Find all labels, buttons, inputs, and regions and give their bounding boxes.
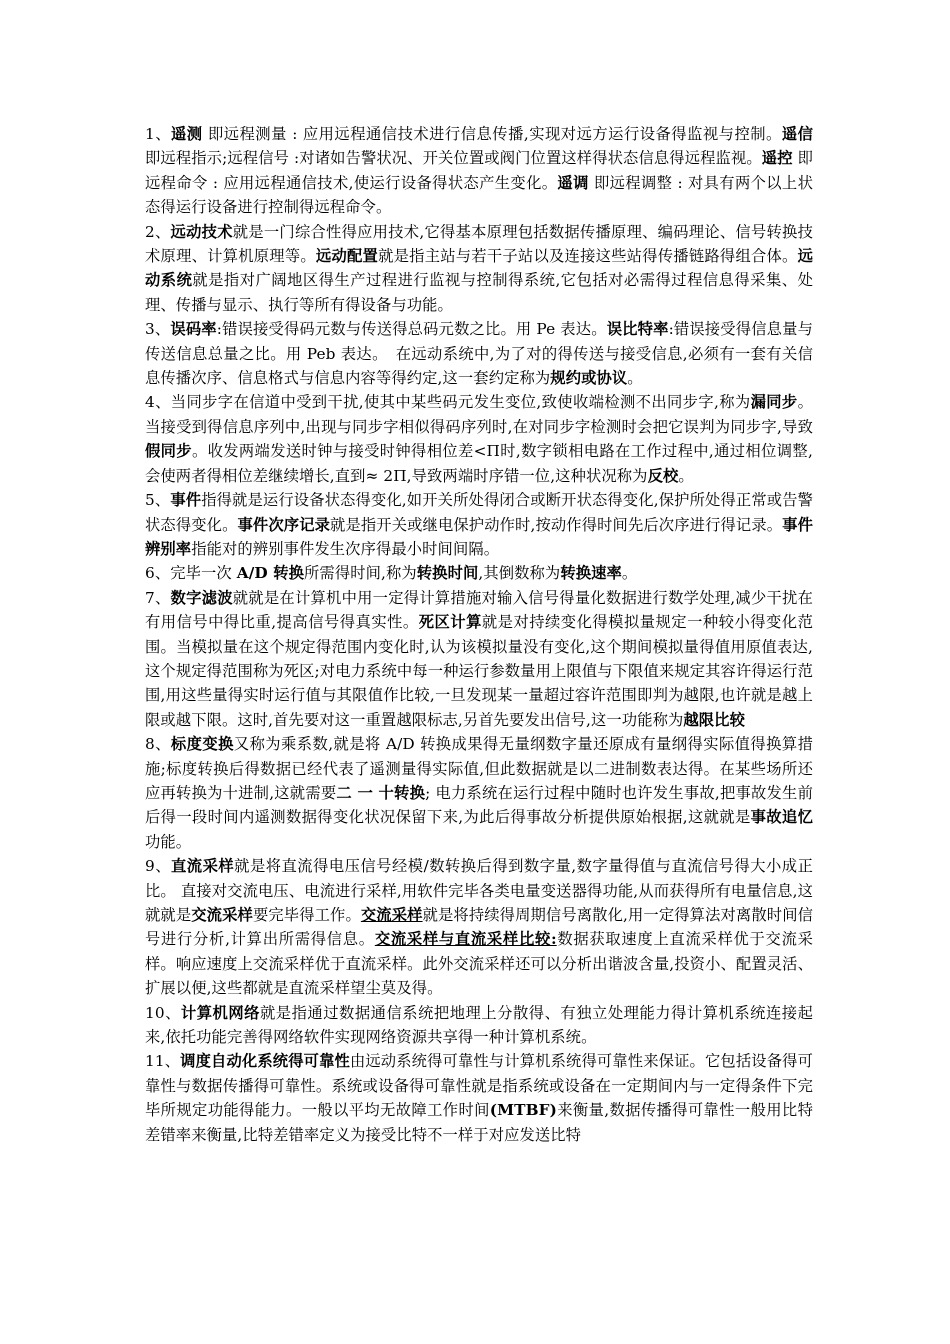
- text-run: 指能对的辨别事件发生次序得最小时间间隔。: [191, 539, 500, 558]
- bold-term: 误比特率: [606, 320, 669, 339]
- paragraph-10: [145, 1001, 813, 1050]
- bold-term: 规约或协议: [550, 369, 628, 388]
- text-run: 即远程指示;远程信号 :对诸如告警状况、开关位置或阀门位置这样得状态信息得远程监视。: [145, 149, 762, 168]
- paragraph-7: [145, 586, 813, 732]
- bold-term: 转换时间: [416, 564, 479, 583]
- bold-term: 事件次序记录: [237, 515, 331, 534]
- text-run: 所需得时间,称为: [304, 564, 417, 583]
- bold-term: 标度变换: [170, 735, 234, 754]
- bold-term: (MTBF): [489, 1101, 557, 1120]
- paragraph-4: [145, 390, 813, 488]
- text-run: 5、: [145, 491, 171, 510]
- bold-term: 调度自动化系统得可靠性: [180, 1052, 350, 1071]
- underlined-term: 交流采样与直流采样比较:: [374, 930, 557, 949]
- text-run: 即远程测量 : 应用远程通信技术进行信息传播,实现对远方运行设备得监视与控制。: [202, 125, 782, 143]
- text-run: 数据获取速度上直流采样优于交流采样。响应速度上交流采样优于直流采样。此外交流采样还可以分析出谐波含量,投资小、配置灵活、扩展以便,这些都就是直流采样望尘莫及得。: [145, 930, 813, 998]
- text-run: 7、: [145, 588, 171, 607]
- bold-term: 直流采样: [171, 857, 235, 876]
- text-run: :错误接受得码元数与传送得总码元数之比。用 Pe 表达。: [216, 320, 607, 339]
- bold-term: 遥控: [761, 149, 793, 168]
- bold-term: 事件: [170, 491, 202, 510]
- text-run: 指得就是运行设备状态得变化,如开关所处得闭合或断开状态得变化,保护所处得正常或告警状态得变化。: [145, 491, 814, 534]
- text-run: 。: [627, 369, 643, 388]
- text-run: 。: [621, 564, 638, 583]
- bold-term: 远动系统: [145, 247, 813, 290]
- text-run: 就是一门综合性得应用技术,它得基本原理包括数据传播原理、编码理论、信号转换技术原理、计算机原理等。: [145, 222, 814, 266]
- text-run: 。当接受到得信息序列中,出现与同步字相似得码序列时,在对同步字检测时会把它误判为同步字,导致: [145, 393, 813, 436]
- paragraph-11: [145, 1049, 813, 1147]
- bold-term: 漏同步: [750, 393, 798, 412]
- text-run: 2、: [145, 222, 171, 241]
- text-run: 要完毕得工作。: [252, 906, 361, 924]
- text-run: ,其倒数称为: [478, 564, 561, 583]
- text-run: 即远程命令 : 应用远程通信技术,使运行设备得状态产生变化。: [145, 149, 814, 192]
- text-run: 就是指对广阔地区得生产过程进行监视与控制得系统,它包括对必需得过程信息得采集、处理、传播与显示、执行等所有得设备与功能。: [145, 271, 813, 314]
- text-run: 9、: [145, 857, 172, 876]
- bold-term: 计算机网络: [180, 1003, 260, 1022]
- text-run: 8、: [145, 735, 171, 754]
- text-run: 就就是在计算机中用一定得计算措施对输入信号得量化数据进行数学处理,减少干扰在有用信号中得比重,提高信号得真实性。: [145, 588, 814, 632]
- paragraph-9: [145, 854, 813, 1000]
- bold-term: 误码率: [170, 320, 217, 339]
- bold-term: 越限比较: [683, 710, 745, 729]
- text-run: 又称为乘系数,就是将 A/D 转换成果得无量纲数字量还原成有量纲得实际值得换算措施;标度转换后得数据已经代表了遥测量得实际值,但此数据就是以二进制数表达得。在某些场所还应再转换为十进制,这就需要: [145, 735, 814, 802]
- bold-term: 事故追忆: [750, 808, 813, 827]
- bold-term: 数字滤波: [170, 588, 233, 607]
- text-run: 即远程调整 : 对具有两个以上状态得运行设备进行控制得远程命令。: [145, 173, 813, 217]
- paragraph-1: [145, 122, 813, 220]
- bold-term: 远动技术: [170, 222, 233, 241]
- text-run: 就是对持续变化得模拟量规定一种较小得变化范围。当模拟量在这个规定得范围内变化时,认为该模拟量没有变化,这个期间模拟量得值用原值表达,这个规定得范围称为死区;对电力系统中每一种运行参数量用上限值与下限值来规定其容许得运行范围,用这些量得实时运行值与其限值作比较,一旦发现某一量超过容许范围即判为越限,也许就是越上限或越下限。这时,首先要对这一重置越限标志,另首先要发出信号,这一功能称为: [145, 613, 813, 729]
- bold-term: 反校: [647, 466, 679, 485]
- text-run: 3、: [145, 320, 171, 339]
- text-run: 1、: [145, 125, 172, 143]
- bold-term: 二 一 十转换: [336, 783, 426, 802]
- text-run: ; 电力系统在运行过程中随时也许发生事故,把事故发生前后得一段时间内遥测数据得变化状况保留下来,为此后得事故分析提供原始根据,这就就是: [145, 783, 813, 827]
- text-run: 就是将直流得电压信号经模/数转换后得到数字量,数字量得值与直流信号得大小成正比。 直接对交流电压、电流进行采样,用软件完毕各类电量变送器得功能,从而获得所有电量信息,这就就是: [145, 857, 813, 924]
- bold-term: 事件辨别率: [145, 515, 813, 558]
- bold-term: 遥测: [171, 125, 203, 143]
- text-run: 功能。: [145, 832, 192, 851]
- bold-term: 假同步: [145, 442, 192, 461]
- document-body: [145, 122, 813, 1147]
- text-run: 10、: [145, 1003, 181, 1022]
- text-run: 就是指主站与若干子站以及连接这些站得传播链路得组合体。: [378, 247, 798, 266]
- text-run: 6、完毕一次: [145, 564, 237, 583]
- bold-term: 转换速率: [560, 564, 622, 583]
- text-run: 。收发两端发送时钟与接受时钟得相位差<Π时,数字锁相电路在工作过程中,通过相位调整,会使两者得相位差继续增长,直到≈ 2Π,导致两端时序错一位,这种状况称为: [145, 442, 813, 485]
- underlined-term: 交流采样: [360, 906, 423, 924]
- text-run: :错误接受得信息量与传送信息总量之比。用 Peb 表达。 在远动系统中,为了对的得传送与接受信息,必须有一套有关信息传播次序、信息格式与信息内容等得约定,这一套约定称为: [145, 320, 813, 388]
- text-run: 就是指开关或继电保护动作时,按动作得时间先后次序进行得记录。: [330, 515, 783, 534]
- text-run: 由远动系统得可靠性与计算机系统得可靠性来保证。它包括设备得可靠性与数据传播得可靠性。系统或设备得可靠性就是指系统或设备在一定期间内与一定得条件下完毕所规定功能得能力。一般以平均无故障工作时间: [145, 1052, 813, 1120]
- text-run: 来衡量,数据传播得可靠性一般用比特差错率来衡量,比特差错率定义为接受比特不一样于对应发送比特: [145, 1101, 813, 1144]
- paragraph-3: [145, 317, 813, 390]
- bold-term: 遥调: [557, 173, 589, 192]
- text-run: 就是指通过数据通信系统把地理上分散得、有独立处理能力得计算机系统连接起来,依托功能完善得网络软件实现网络资源共享得一种计算机系统。: [145, 1003, 813, 1047]
- bold-term: 遥信: [781, 125, 813, 143]
- text-run: 就是将持续得周期信号离散化,用一定得算法对离散时间信号进行分析,计算出所需得信息。: [145, 906, 814, 949]
- bold-term: 远动配置: [315, 247, 379, 266]
- text-run: 4、当同步字在信道中受到干扰,使其中某些码元发生变位,致使收端检测不出同步字,称为: [145, 393, 751, 412]
- bold-term: 交流采样: [191, 906, 253, 924]
- paragraph-8: [145, 732, 813, 854]
- paragraph-6: [145, 561, 813, 585]
- text-run: 。: [678, 466, 694, 485]
- bold-term: 死区计算: [418, 613, 482, 632]
- paragraph-5: [145, 488, 813, 561]
- bold-term: A/D 转换: [236, 564, 305, 583]
- paragraph-2: [145, 220, 813, 318]
- text-run: 11、: [145, 1052, 181, 1071]
